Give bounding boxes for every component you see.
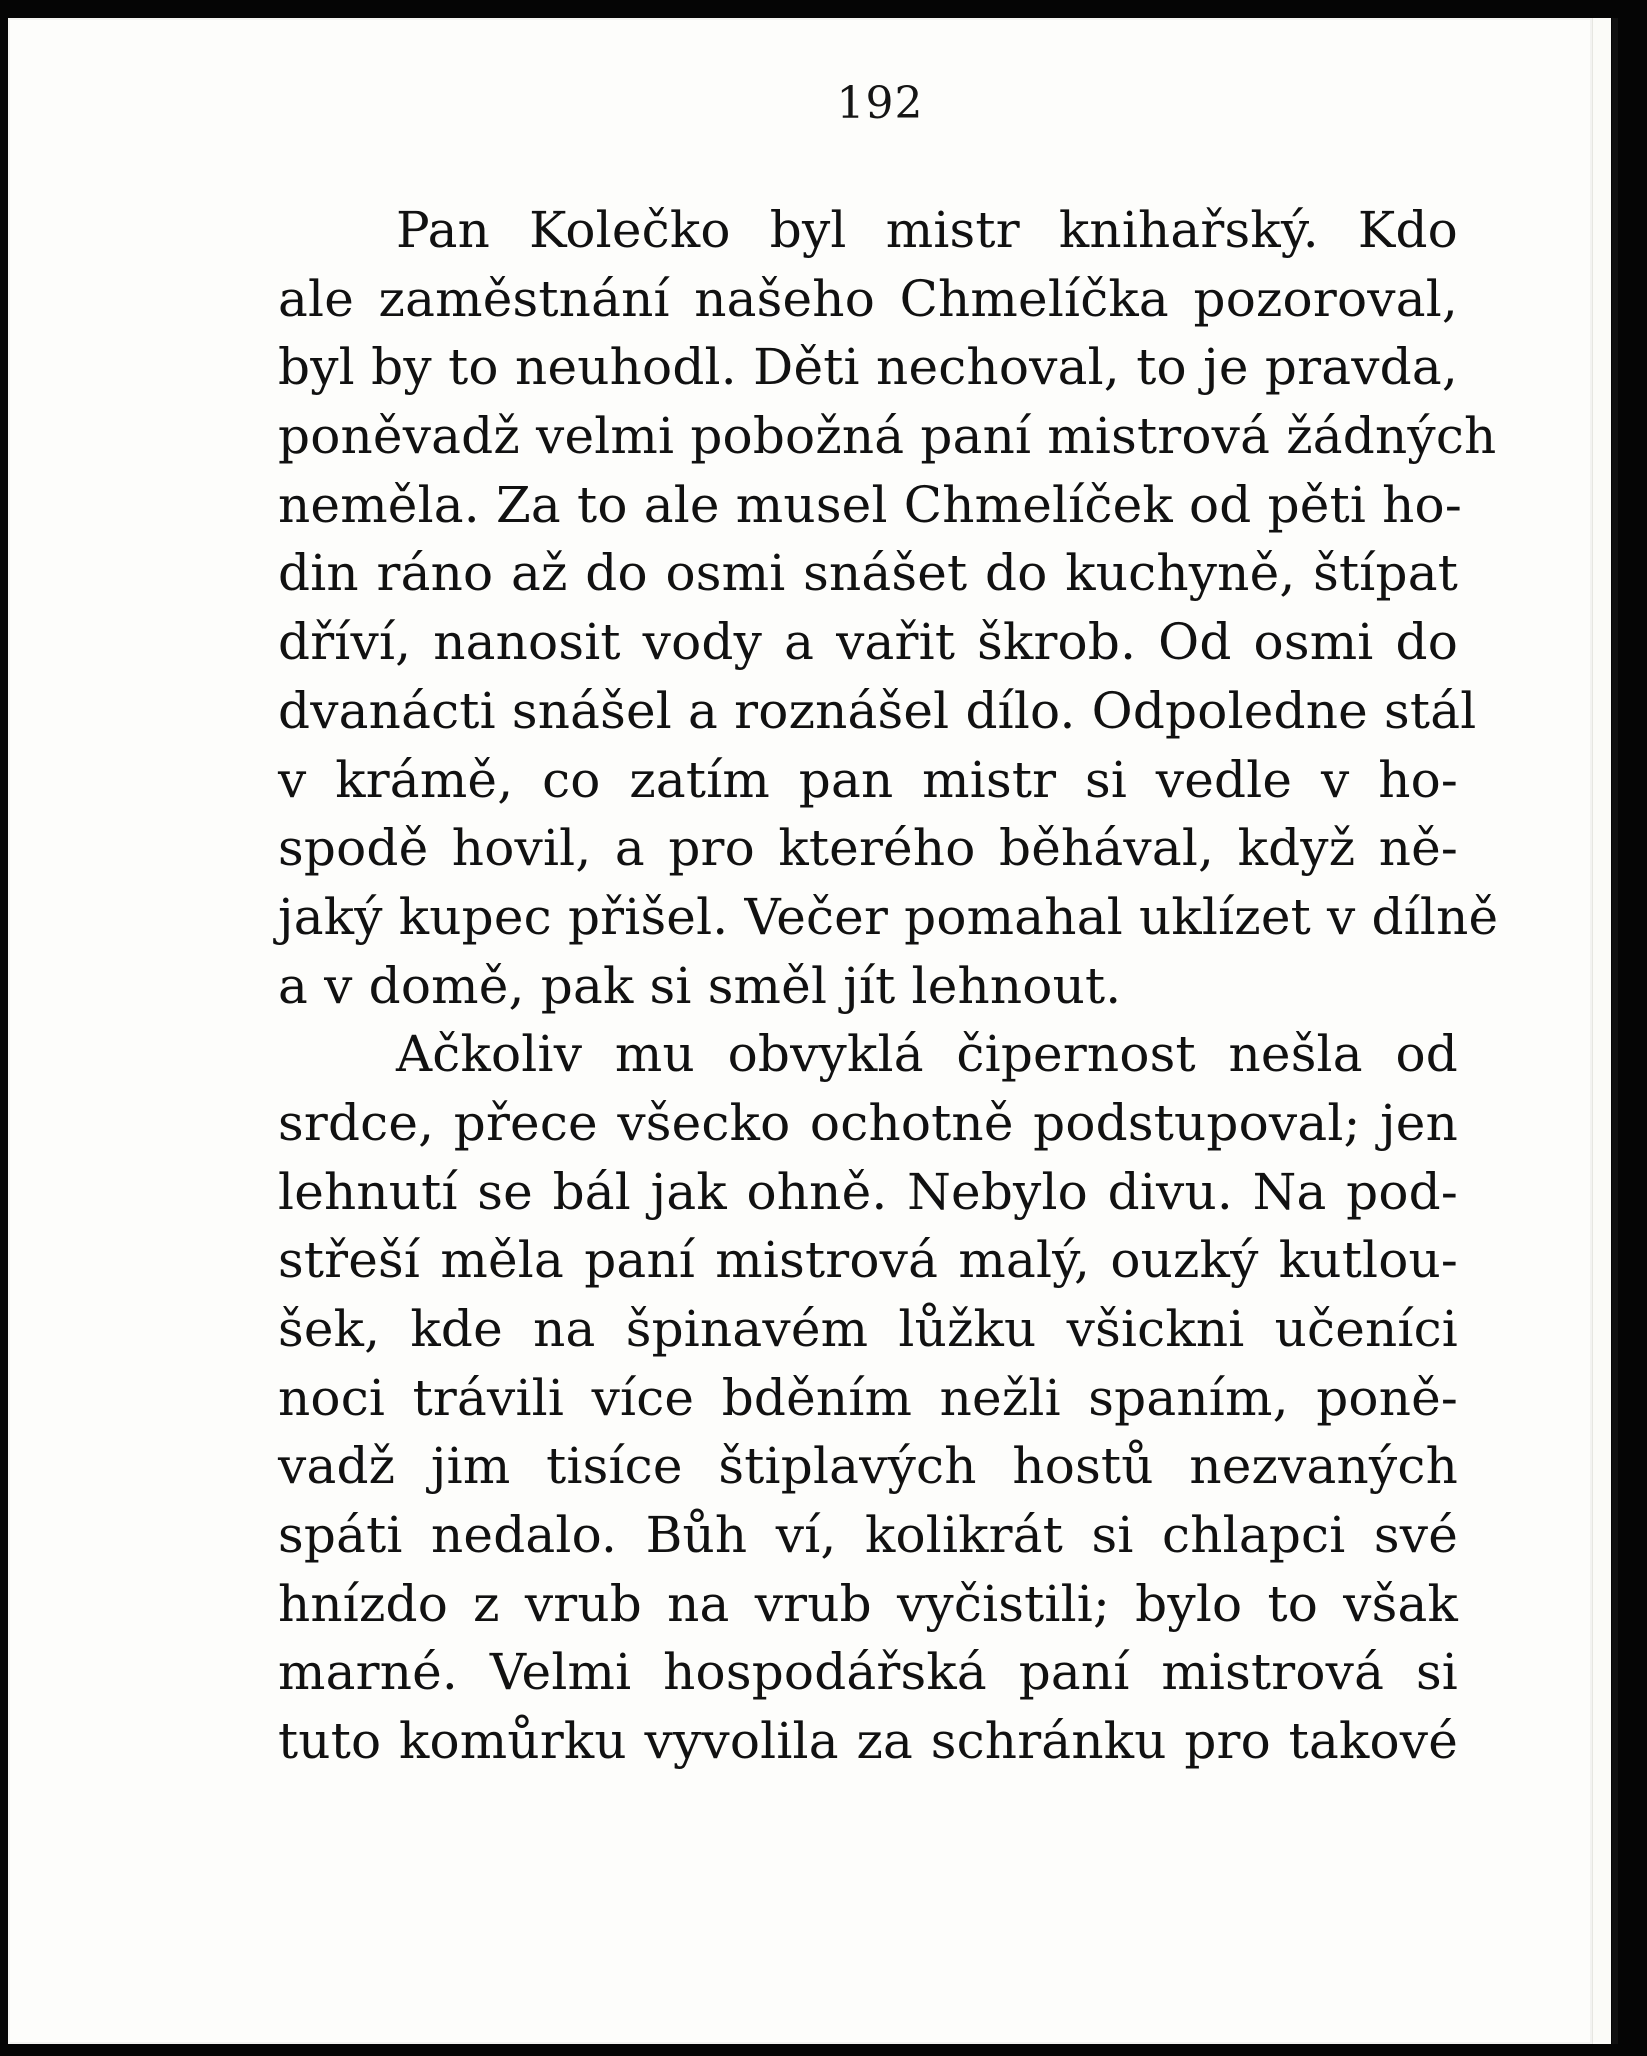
text-line-12: a v domě, pak si směl jít lehnout. [278,956,1122,1015]
text-line-8: dvanácti snášel a roznášel dílo. Odpoledne stál [278,681,1477,740]
text-line-14: srdce, přece všecko ochotně podstupoval; jen [278,1093,1458,1152]
page-edge-strip [1592,18,1611,2044]
text-line-10: spodě hovil, a pro kterého běhával, když ně- [278,819,1458,878]
text-line-5: neměla. Za to ale musel Chmelíček od pěti ho- [278,475,1462,534]
text-line-6: din ráno až do osmi snášet do kuchyně, štípat [278,544,1458,603]
text-line-9: v krámě, co zatím pan mistr si vedle v ho- [278,750,1458,809]
binding-edge-line [1612,18,1618,2044]
text-line-18: noci trávili více bděním nežli spaním, poně- [278,1368,1458,1427]
text-line-13: Ačkoliv mu obvyklá čipernost nešla od [396,1025,1458,1084]
text-line-7: dříví, nanosit vody a vařit škrob. Od osmi do [278,613,1458,672]
text-line-21: hnízdo z vrub na vrub vyčistili; bylo to však [278,1574,1458,1633]
text-line-11: jaký kupec přišel. Večer pomahal uklízet v dílně [278,887,1499,946]
text-line-22: marné. Velmi hospodářská paní mistrová si [278,1643,1458,1702]
text-line-19: vadž jim tisíce štiplavých hostů nezvaných [278,1437,1458,1496]
text-line-1: Pan Kolečko byl mistr knihařský. Kdo [396,201,1458,259]
text-line-3: byl by to neuhodl. Děti nechoval, to je pravda, [278,338,1458,397]
page-number: 192 [836,78,924,129]
text-line-15: lehnutí se bál jak ohně. Nebylo divu. Na pod- [278,1162,1458,1221]
text-line-2: ale zaměstnání našeho Chmelíčka pozoroval, [278,269,1458,328]
body-text [278,196,1499,1776]
text-line-16: střeší měla paní mistrová malý, ouzký kutlou- [278,1231,1458,1290]
text-line-20: spáti nedalo. Bůh ví, kolikrát si chlapci své [278,1506,1458,1565]
text-line-4: poněvadž velmi pobožná paní mistrová žádných [278,407,1497,466]
text-line-17: šek, kde na špinavém lůžku všickni učeníci [278,1300,1458,1358]
text-line-23: tuto komůrku vyvolila za schránku pro takové [278,1712,1458,1771]
